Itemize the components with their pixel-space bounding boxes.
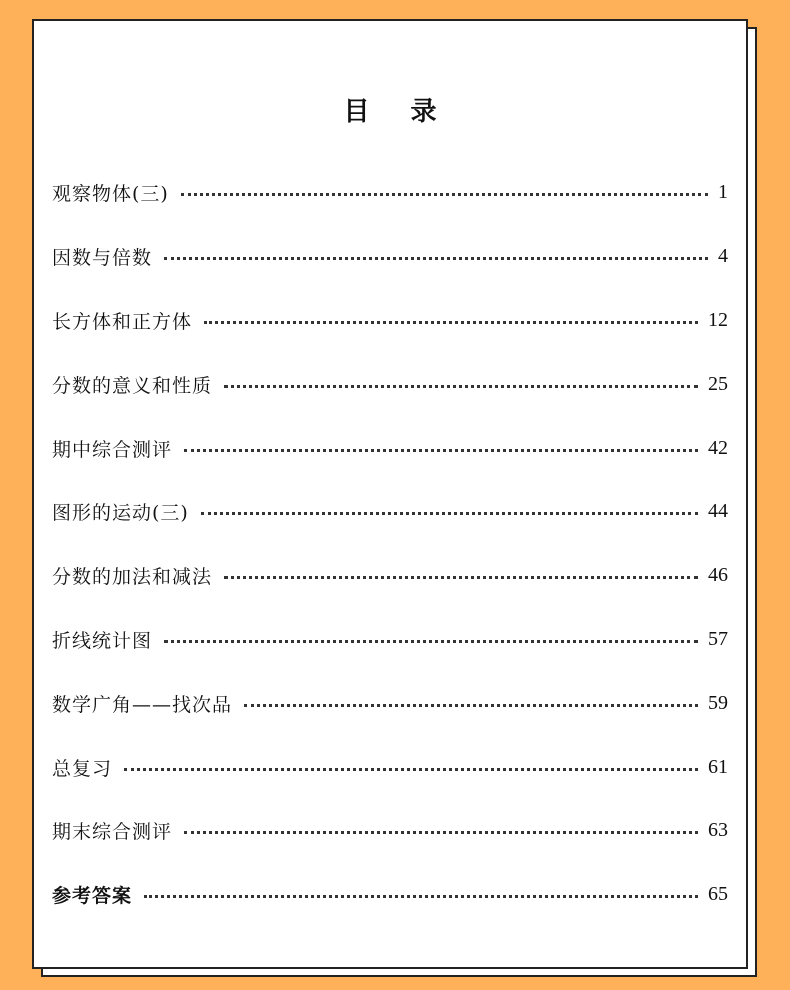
toc-entry-page: 12 [708,308,728,331]
toc-entry[interactable] [52,544,728,608]
toc-entry[interactable] [52,352,728,416]
toc-entry-page: 1 [718,181,728,204]
toc-entry-page: 65 [708,883,728,906]
toc-entry-title: 折线统计图 [52,629,153,652]
page-title: 目 录 [343,97,453,127]
toc-entry[interactable] [52,671,728,735]
toc-entry-title: 因数与倍数 [52,247,153,270]
dot-leader [184,831,698,834]
toc-entry-page: 25 [708,372,728,395]
dot-leader [181,193,708,196]
toc-entry-title: 分数的加法和减法 [52,566,213,589]
toc-entry-page: 59 [708,691,728,714]
dot-leader [224,385,698,388]
toc-entry-title: 期中综合测评 [52,438,173,461]
dot-leader [204,321,698,324]
toc-entry-page: 4 [718,245,728,268]
toc-entry-title: 长方体和正方体 [52,310,193,333]
toc-entry-title: 期末综合测评 [52,821,173,844]
dot-leader [244,704,698,707]
toc-list [52,161,728,927]
dot-leader [201,512,698,515]
dot-leader [224,576,698,579]
toc-entry-page: 46 [708,564,728,587]
toc-entry[interactable] [52,416,728,480]
toc-entry-page: 63 [708,819,728,842]
toc-entry[interactable] [52,735,728,799]
dot-leader [164,257,708,260]
toc-entry-title: 图形的运动(三) [52,502,189,525]
toc-entry[interactable] [52,225,728,289]
toc-entry-page: 44 [708,500,728,523]
toc-entry-page: 57 [708,627,728,650]
toc-entry[interactable] [52,289,728,353]
toc-entry[interactable] [52,863,728,927]
toc-entry[interactable] [52,161,728,225]
toc-entry-page: 42 [708,436,728,459]
dot-leader [164,640,698,643]
dot-leader [124,768,698,771]
toc-entry[interactable] [52,480,728,544]
toc-entry-title: 总复习 [52,757,113,780]
dot-leader [184,449,698,452]
toc-entry-title: 分数的意义和性质 [52,374,213,397]
toc-entry-title: 观察物体(三) [52,183,169,206]
toc-entry[interactable] [52,608,728,672]
toc-entry-title: 参考答案 [52,885,133,908]
toc-entry-page: 61 [708,755,728,778]
toc-entry-title: 数学广角——找次品 [52,693,233,716]
dot-leader [144,895,698,898]
table-of-contents-page [32,19,748,969]
toc-entry[interactable] [52,799,728,863]
